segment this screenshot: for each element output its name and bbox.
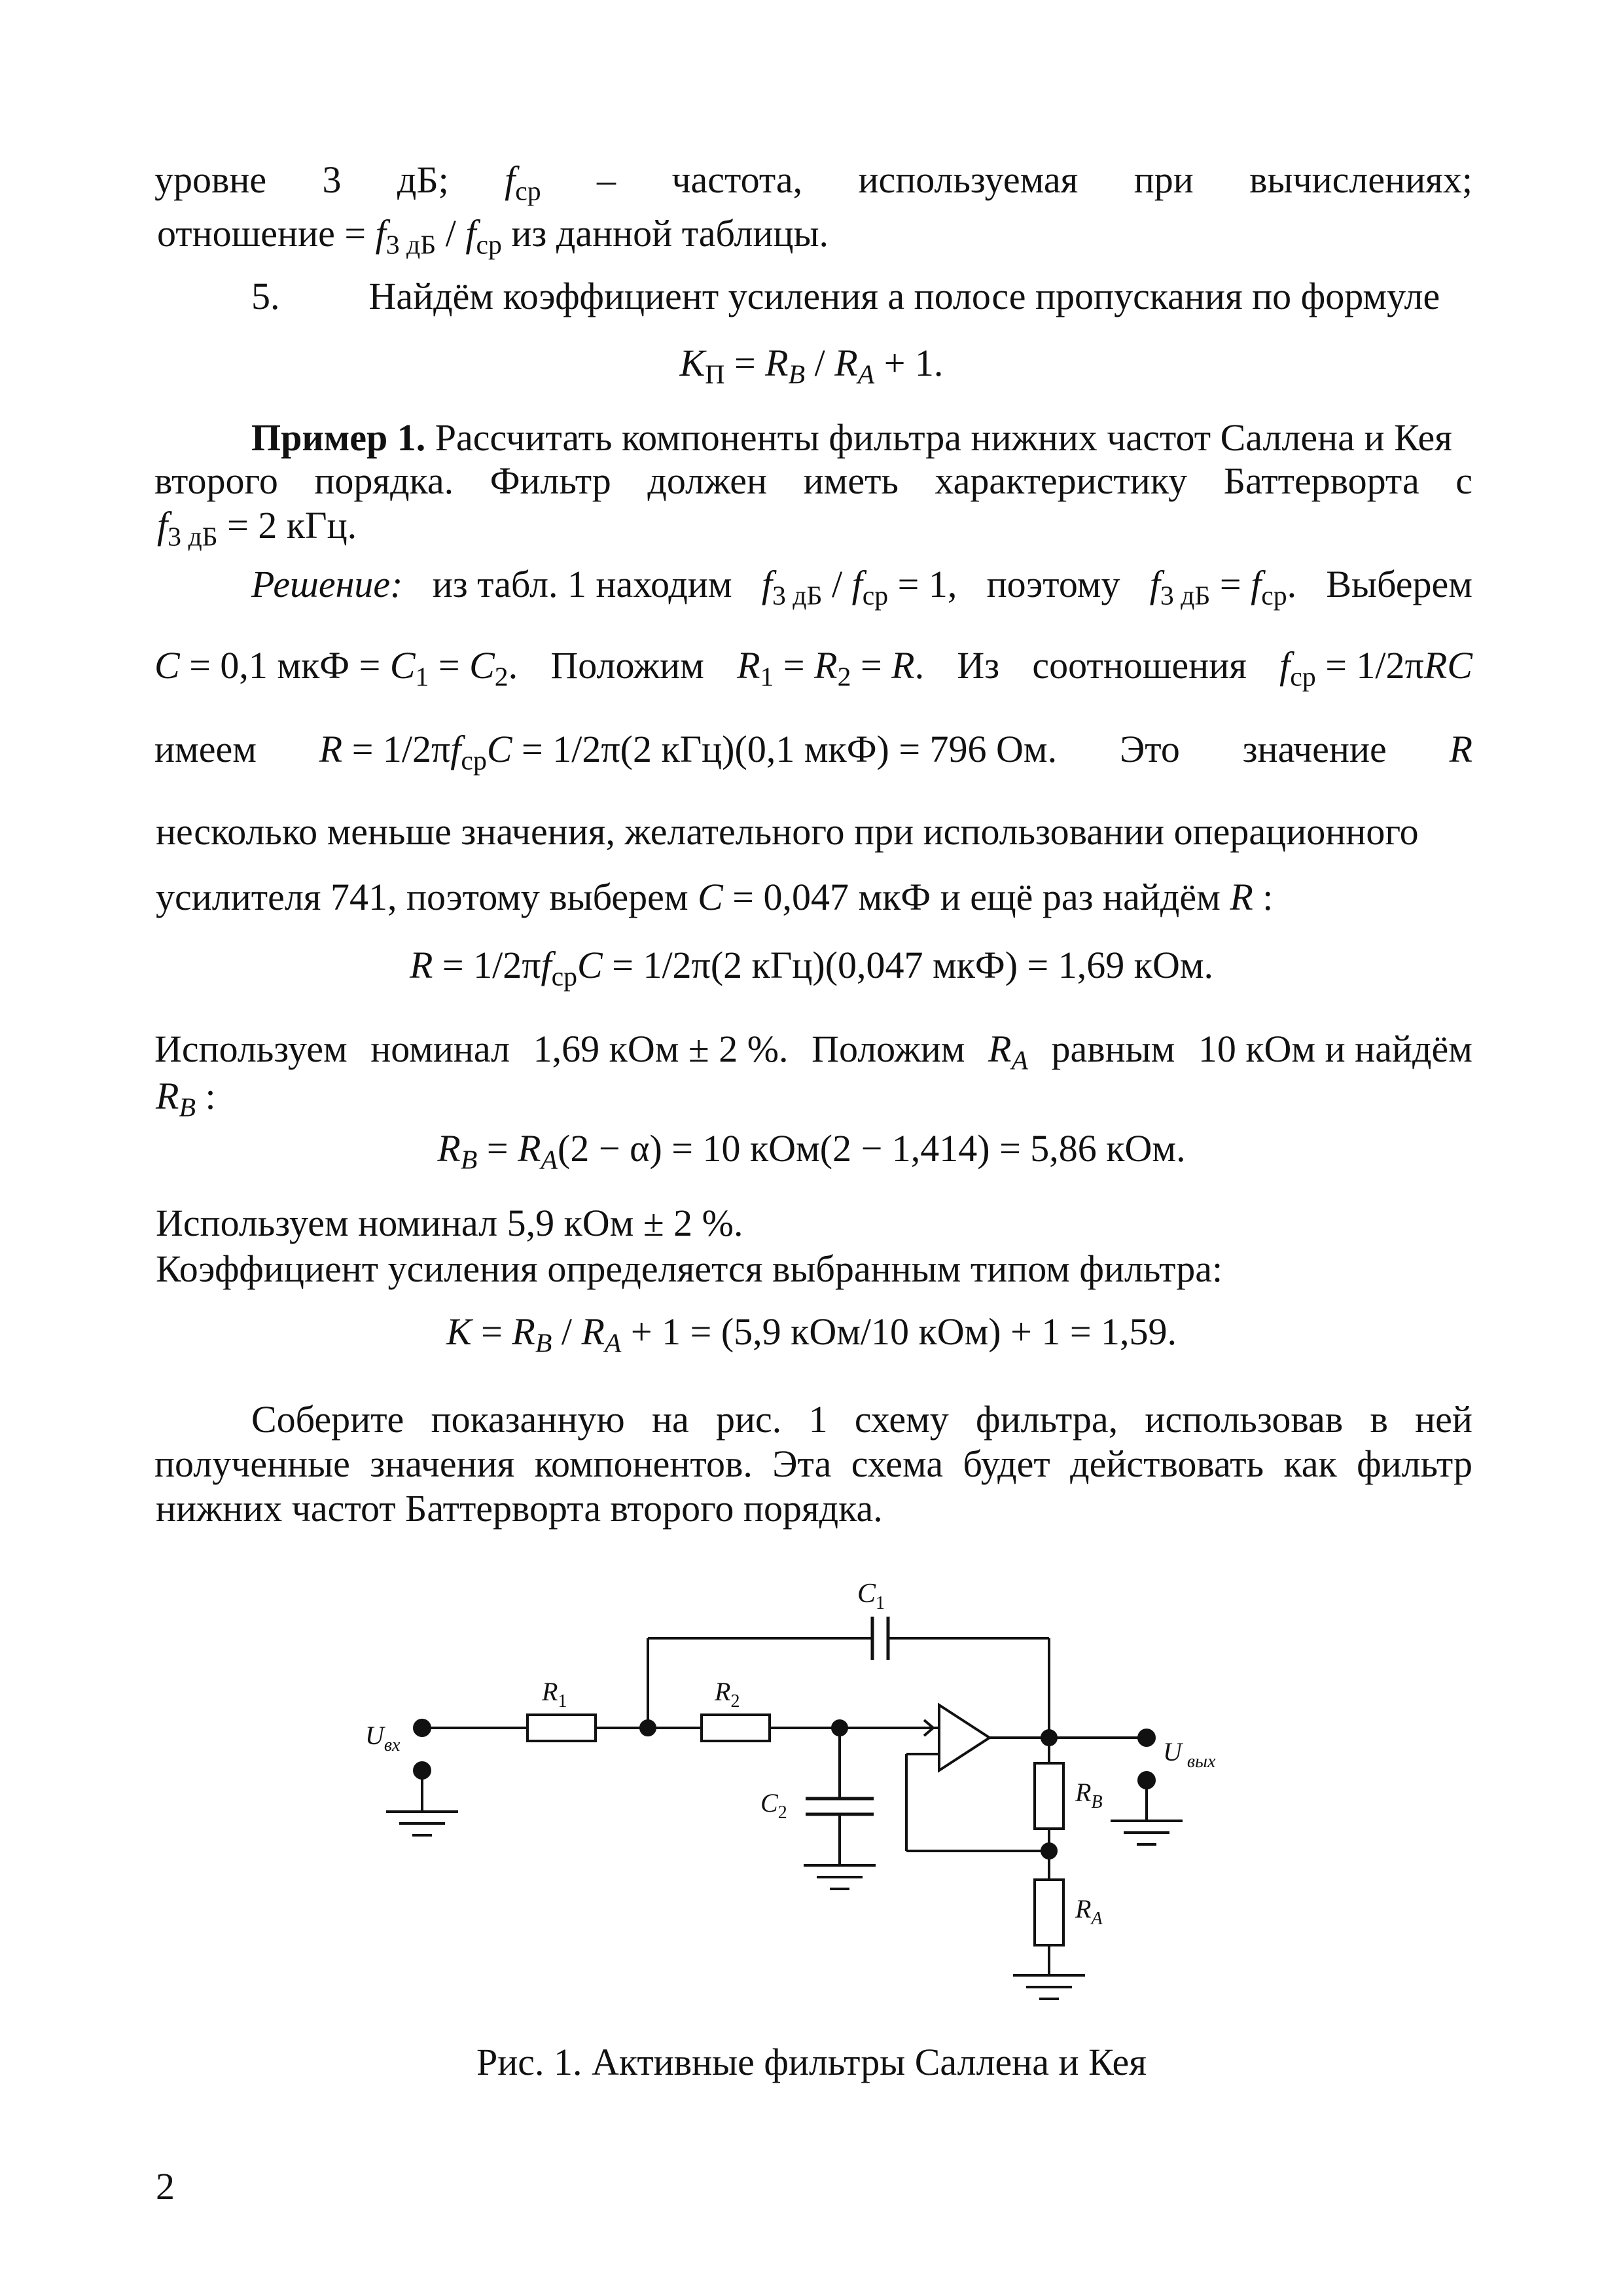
label-r1: $R_1$ bbox=[542, 1677, 567, 1712]
resistor-ra bbox=[1035, 1880, 1063, 1945]
word: 3 bbox=[322, 158, 342, 201]
formula-r: $R = 1/2\pi f_{ср}C = 1/2\pi(2$ кГц)(0,047 мкФ) = 1,69 кОм. bbox=[409, 944, 1214, 992]
formula-fcp: $f_{ср}$ bbox=[505, 158, 541, 207]
junction-node bbox=[1042, 1844, 1056, 1858]
resistor-r2 bbox=[702, 1715, 770, 1741]
formula-gain-passband: $K_П = R_B / R_A + 1$. bbox=[679, 342, 944, 390]
label-c2: $C_2$ bbox=[760, 1788, 787, 1823]
collect-line-2: полученные значения компонентов. Эта схема будет действовать как фильтр bbox=[154, 1443, 1472, 1485]
text-line-rb: $R_B$ : bbox=[156, 1075, 216, 1123]
solution-line-1: Решение: из табл. 1 находим $f_{3 дБ} / f_{ср} = 1$, поэтому $f_{3 дБ} = f_{ср}$. Выберем bbox=[251, 562, 1472, 619]
solution-line-2: C = 0,1 мкФ = $C_1 = C_2$. Положим $R_1 = R_2 = R$. Из соотношения $f_{ср} = 1/2\pi RC$ bbox=[154, 644, 1472, 692]
text-line-use-2: Используем номинал 5,9 кОм ± 2 %. bbox=[156, 1202, 743, 1244]
solution-label: Решение: bbox=[251, 563, 403, 605]
solution-line-3: имеем $R = 1/2\pi f_{ср}C = 1/2\pi(2$ кГц)(0,1 мкФ) = 796 Ом. Это значение R bbox=[154, 728, 1472, 776]
word: используемая bbox=[858, 158, 1079, 201]
output-terminal bbox=[1139, 1730, 1154, 1746]
text-line-gain: Коэффициент усиления определяется выбранным типом фильтра: bbox=[156, 1247, 1223, 1290]
figure-caption: Рис. 1. Активные фильтры Саллена и Кея bbox=[476, 2041, 1147, 2083]
resistor-rb bbox=[1035, 1763, 1063, 1829]
label-c1: $C_1$ bbox=[857, 1579, 885, 1613]
word: – bbox=[597, 158, 616, 201]
word: дБ; bbox=[397, 158, 449, 201]
text-line-2: отношение = $f_{3 дБ} / f_{ср}$ из данной таблицы. bbox=[157, 212, 829, 260]
word: частота, bbox=[671, 158, 803, 201]
text-line-use-1: Используем номинал 1,69 кОм ± 2 %. Положим $R_A$ равным 10 кОм и найдём bbox=[154, 1028, 1472, 1076]
word: вычислениях; bbox=[1249, 158, 1472, 201]
text-line-less: несколько меньше значения, желательного при использовании операционного bbox=[156, 810, 1419, 853]
label-uin: $U_{вх}$ bbox=[365, 1721, 401, 1755]
example-heading-line: Пример 1. Рассчитать компоненты фильтра нижних частот Саллена и Кея bbox=[251, 416, 1452, 459]
word: при bbox=[1133, 158, 1194, 201]
formula-rb: $R_B = R_A(2 - \alpha) = 10$ кОм(2 − 1,414) = 5,86 кОм. bbox=[437, 1127, 1186, 1175]
label-r2: $R_2$ bbox=[715, 1677, 740, 1712]
label-uout: U $_{вых}$ bbox=[1163, 1737, 1216, 1772]
resistor-r1 bbox=[527, 1715, 596, 1741]
formula-k: $K = R_B / R_A + 1 = (5,9$ кОм/10 кОм) + 1 = 1,59. bbox=[446, 1310, 1177, 1359]
example-line-2: второго порядка. Фильтр должен иметь характеристику Баттерворта с bbox=[154, 459, 1472, 502]
collect-line-1: Соберите показанную на рис. 1 схему фильтра, использовав в ней bbox=[251, 1398, 1472, 1441]
text-line-741: усилителя 741, поэтому выберем C = 0,047 мкФ и ещё раз найдём R : bbox=[156, 876, 1274, 918]
example-line-3: $f_{3 дБ} = 2$ кГц. bbox=[157, 504, 357, 552]
item-text: Найдём коэффициент усиления а полосе пропускания по формуле bbox=[368, 275, 1440, 317]
label-ra: $R_A$ bbox=[1075, 1894, 1103, 1929]
opamp bbox=[939, 1705, 990, 1770]
item-number: 5. bbox=[251, 275, 280, 317]
label-rb: $R_B$ bbox=[1075, 1778, 1103, 1812]
collect-line-3: нижних частот Баттерворта второго порядка. bbox=[156, 1487, 883, 1530]
word: уровне bbox=[154, 158, 267, 201]
example-label: Пример 1. bbox=[251, 416, 426, 459]
page-number: 2 bbox=[156, 2165, 175, 2208]
